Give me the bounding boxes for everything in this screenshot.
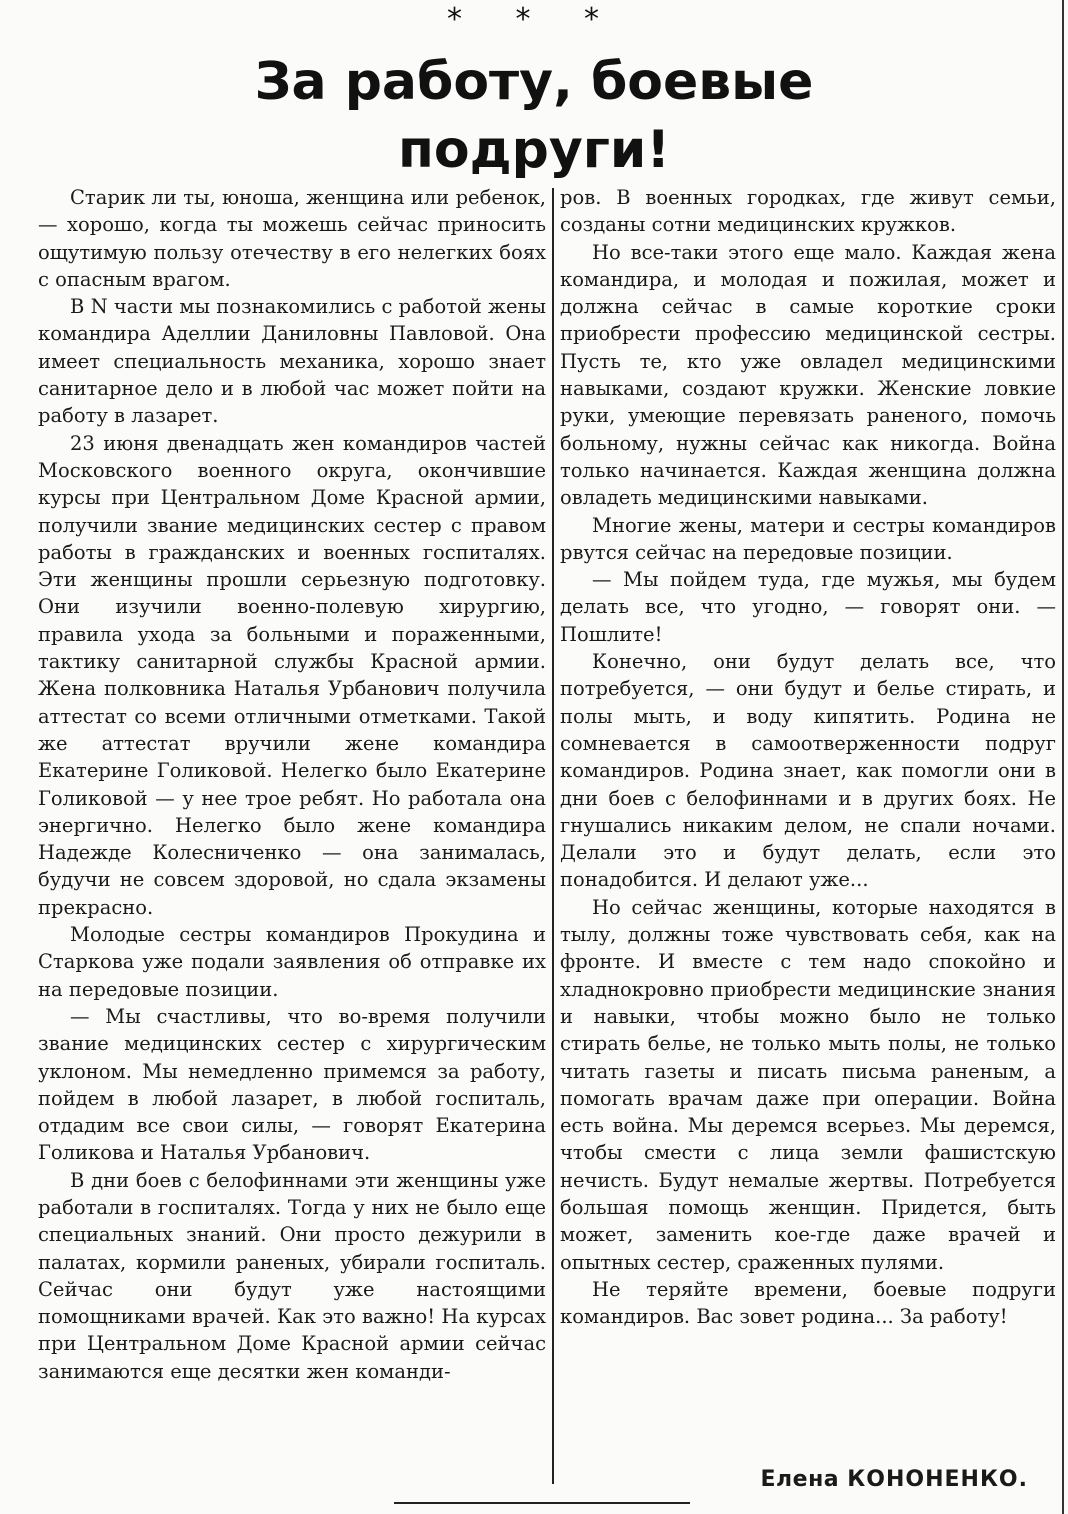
article-paragraph-continuation: ров. В военных городках, где живут семьи, созданы сотни медицинских кружков. — [560, 186, 1056, 237]
article-title-line-2: подруги! — [397, 120, 671, 180]
article-paragraph: Молодые сестры командиров Прокудина и Старкова уже подали заявления об отправке их на передовые позиции. — [38, 923, 546, 1001]
article-paragraph: В дни боев с белофиннами эти женщины уже работали в госпиталях. Тогда у них не было еще специальных знаний. Они просто дежурили в палатах, кормили раненых, убирали госпиталь. Сейчас они будут уже настоящими помощниками врачей. Как это важно! На курсах при Центральном Доме Красной армии сейчас занимаются еще десятки жен команди- — [38, 1168, 546, 1383]
article-title-line-1: За работу, боевые — [254, 52, 814, 112]
article-paragraph: Многие жены, матери и сестры командиров рвутся сейчас на передовые позиции. — [560, 513, 1056, 564]
article-paragraph: Старик ли ты, юноша, женщина или ребенок, — хорошо, когда ты можешь сейчас приносить ощутимую пользу отечеству в его нелегких боях с опасным врагом. — [38, 186, 546, 291]
author-signature — [761, 1466, 1028, 1494]
article-paragraph: В N части мы познакомились с работой жены командира Аделлии Даниловны Павловой. Она имеет специальность механика, хорошо знает санитарное дело и в любой час может пойти на работу в лазарет. — [38, 295, 546, 428]
article-paragraph: Но все-таки этого еще мало. Каждая жена командира, и молодая и пожилая, может и должна сейчас в самые короткие сроки приобрести профессию медицинской сестры. Пусть те, кто уже овладел медицинскими навыками, создают кружки. Женские ловкие руки, умеющие перевязать раненого, помочь больному, нужны сейчас как никогда. Война только начинается. Каждая женщина должна овладеть медицинскими навыками. — [560, 240, 1056, 510]
author-last-name: КОНОНЕНКО. — [847, 1467, 1028, 1492]
article-paragraph: — Мы счастливы, что во-время получили звание медицинских сестер с хирургическим уклоном. Мы немедленно примемся за работу, пойдем в любой лазарет, в любой госпиталь, отдадим все свои силы, — говорят Екатерина Голикова и Наталья Урбанович. — [38, 1004, 546, 1165]
article-title — [0, 48, 1068, 184]
article-paragraph: Но сейчас женщины, которые находятся в тылу, должны тоже чувствовать себя, как на фронте. И вместе с тем надо спокойно и хладнокровно приобрести медицинские знания и навыки, чтобы можно было не только стирать белье, не только мыть полы, не только читать газеты и писать письма раненым, а помогать врачам даже при операции. Война есть война. Мы деремся всерьез. Мы деремся, чтобы смести с лица земли фашистскую нечисть. Будут немалые жертвы. Потребуется большая помощь женщин. Придется, быть может, заменить кое-где даже врачей и опытных сестер, сраженных пулями. — [560, 895, 1056, 1274]
header-stars: * * * — [446, 2, 622, 37]
article-paragraph: Конечно, они будут делать все, что потребуется, — они будут и белье стирать, и полы мыть, и воду кипятить. Родина не сомневается в самоотверженности подруг командиров. Родина знает, как помогли они в дни боев с белофиннами и в других боях. Не гнушались никаким делом, не спали ночами. Делали это и будут делать, если это понадобится. И делают уже... — [560, 650, 1056, 892]
article-paragraph: Не теряйте времени, боевые подруги командиров. Вас зовет родина... За работу! — [560, 1277, 1056, 1329]
article-paragraph: — Мы пойдем туда, где мужья, мы будем делать все, что угодно, — говорят они. — Пошлите! — [560, 568, 1056, 646]
bottom-divider — [394, 1502, 690, 1504]
article-right-column — [560, 184, 1056, 1330]
article-paragraph: 23 июня двенадцать жен командиров частей Московского военного округа, окончившие курсы при Центральном Доме Красной армии, получили звание медицинских сестер с правом работы в гражданских и военных госпиталях. Эти женщины прошли серьезную подготовку. Они изучили военно-полевую хирургию, правила ухода за больными и пораженными, тактику санитарной службы Красной армии. Жена полковника Наталья Урбанович получила аттестат со всеми отличными отметками. Такой же аттестат вручили жене командира Екатерине Голиковой. Нелегко было Екатерине Голиковой — у нее трое ребят. Но работала она энергично. Нелегко было жене командира Надежде Колесниченко — она занималась, будучи не совсем здоровой, но сдала экзамены прекрасно. — [38, 431, 546, 919]
column-divider — [552, 188, 554, 1484]
page-edge-rule — [1062, 0, 1064, 1514]
author-first-name: Елена — [760, 1467, 840, 1492]
article-left-column — [38, 184, 546, 1385]
